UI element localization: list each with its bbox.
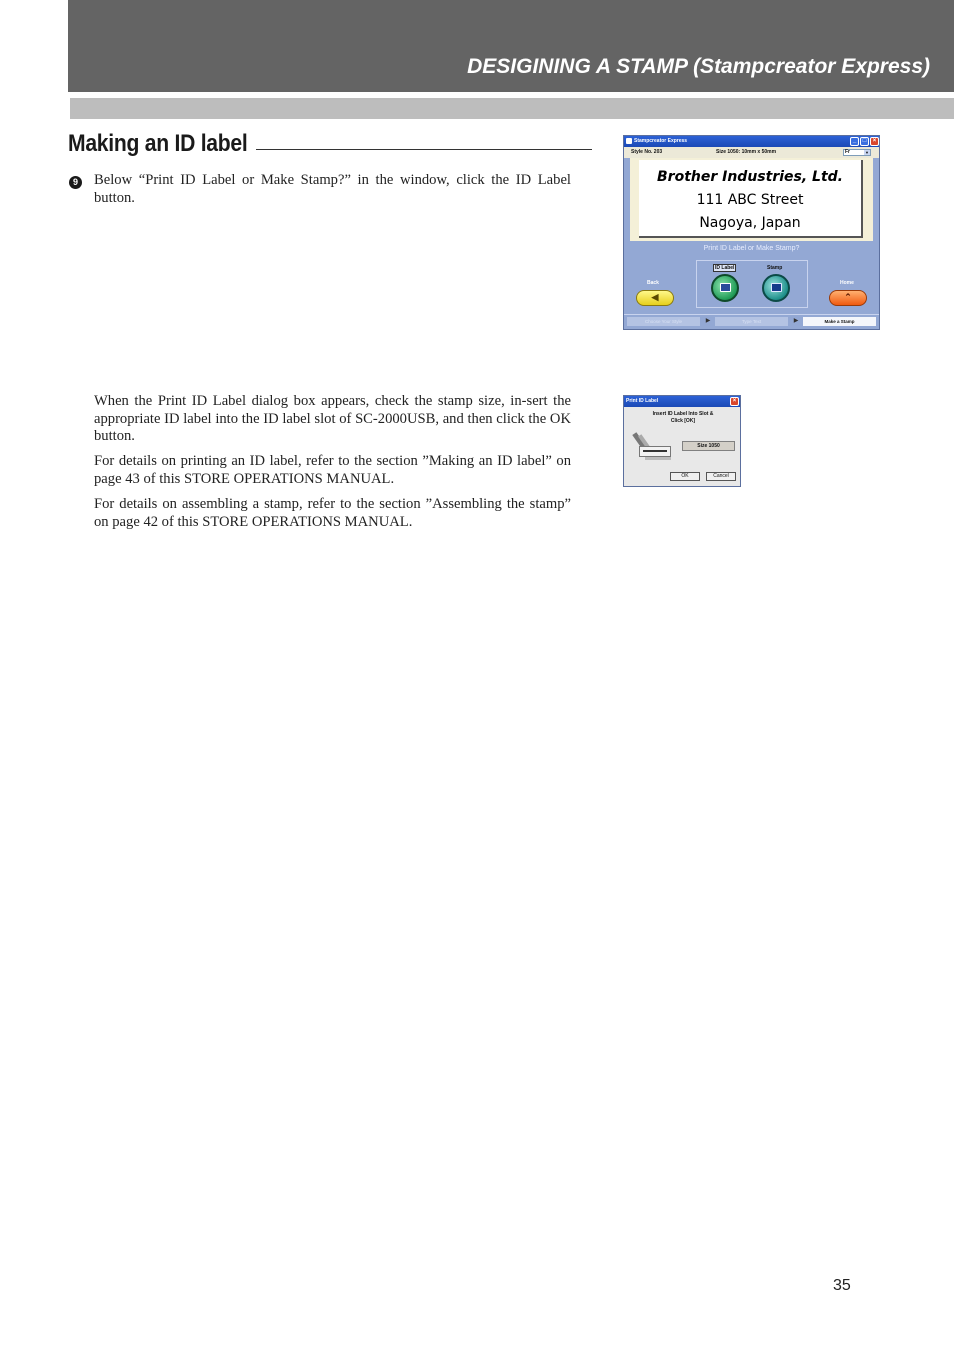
dialog-message-line1: Insert ID Label Into Slot &: [652, 411, 714, 417]
back-button[interactable]: [636, 290, 674, 306]
home-button[interactable]: [829, 290, 867, 306]
dialog-title: Print ID Label: [626, 398, 659, 404]
stamp-canvas: [630, 158, 873, 241]
app-icon: [626, 138, 632, 144]
id-label-caption: ID Label: [715, 265, 735, 271]
stamp-size: Size 1050: 10mm x 50mm: [716, 149, 777, 155]
step-choose-style[interactable]: Choose Your Style: [627, 317, 700, 326]
cancel-button[interactable]: Cancel: [706, 472, 736, 481]
stamp-icon: [771, 283, 782, 292]
stamp-line-company: Brother Industries, Ltd.: [657, 169, 843, 185]
print-dialog-paragraph: When the Print ID Label dialog box appears, check the stamp size, in-sert the appropriate ID label into the ID label slot of SC-2000USB, and then click the OK button.: [94, 393, 571, 444]
assembling-reference-paragraph: For details on assembling a stamp, refer to the section ”Assembling the stamp” on page 42 of this STORE OPERATIONS MANUAL.: [94, 496, 571, 530]
chevron-down-icon: ▼: [865, 150, 869, 155]
print-id-label-dialog: [623, 395, 741, 487]
dialog-message-line2: Click [OK]: [670, 418, 696, 424]
stamp-line-city: Nagoya, Japan: [699, 215, 801, 231]
dialog-titlebar: [624, 396, 740, 407]
step-instruction: Below “Print ID Label or Make Stamp?” in the window, click the ID Label button.: [94, 172, 571, 206]
double-chevron-up-icon: ⌃: [844, 292, 852, 302]
flag-icon: ▶: [793, 318, 799, 324]
style-number: Style No. 203: [631, 149, 663, 155]
header-sub-band: [70, 98, 954, 119]
arrow-left-icon: ◀: [651, 292, 659, 302]
back-caption: Back: [647, 280, 659, 286]
window-title: Stampcreator Express: [634, 138, 688, 144]
step-number-badge: 9: [69, 176, 82, 189]
stampcreator-window: [623, 135, 880, 330]
step-make-stamp[interactable]: Make a Stamp: [803, 317, 876, 326]
wizard-steps: [624, 314, 879, 328]
printing-reference-paragraph: For details on printing an ID label, refer to the section ”Making an ID label” on page 43 of this STORE OPERATIONS MANUAL.: [94, 453, 571, 487]
section-title-rule: [256, 149, 592, 150]
minimize-icon[interactable]: _: [850, 137, 859, 146]
maximize-icon[interactable]: □: [860, 137, 869, 146]
stamp-caption: Stamp: [767, 265, 783, 271]
choice-group: [696, 260, 808, 308]
dialog-message: [640, 411, 726, 425]
font-select-value: Fr: [845, 149, 850, 155]
dialog-size-field: Size 1050: [682, 441, 735, 451]
window-titlebar: [624, 136, 879, 147]
window-infobar: [624, 147, 879, 158]
stamp-preview: [639, 160, 863, 238]
chapter-title: DESIGINING A STAMP (Stampcreator Express): [467, 55, 930, 78]
stamp-button[interactable]: [762, 274, 790, 302]
home-caption: Home: [840, 280, 854, 286]
ok-button[interactable]: OK: [670, 472, 700, 481]
id-label-icon: [720, 283, 731, 292]
stamp-line-street: 111 ABC Street: [696, 192, 804, 208]
flag-icon: ▶: [705, 318, 711, 324]
close-icon[interactable]: ×: [730, 397, 739, 406]
page-number: 35: [833, 1277, 851, 1294]
step-type-text[interactable]: Type Text: [715, 317, 788, 326]
close-icon[interactable]: ×: [870, 137, 879, 146]
printer-illustration-icon: [631, 430, 675, 464]
section-title: Making an ID label: [68, 130, 248, 157]
print-or-make-prompt: Print ID Label or Make Stamp?: [703, 245, 800, 252]
font-select[interactable]: [843, 149, 871, 156]
id-label-button[interactable]: [711, 274, 739, 302]
